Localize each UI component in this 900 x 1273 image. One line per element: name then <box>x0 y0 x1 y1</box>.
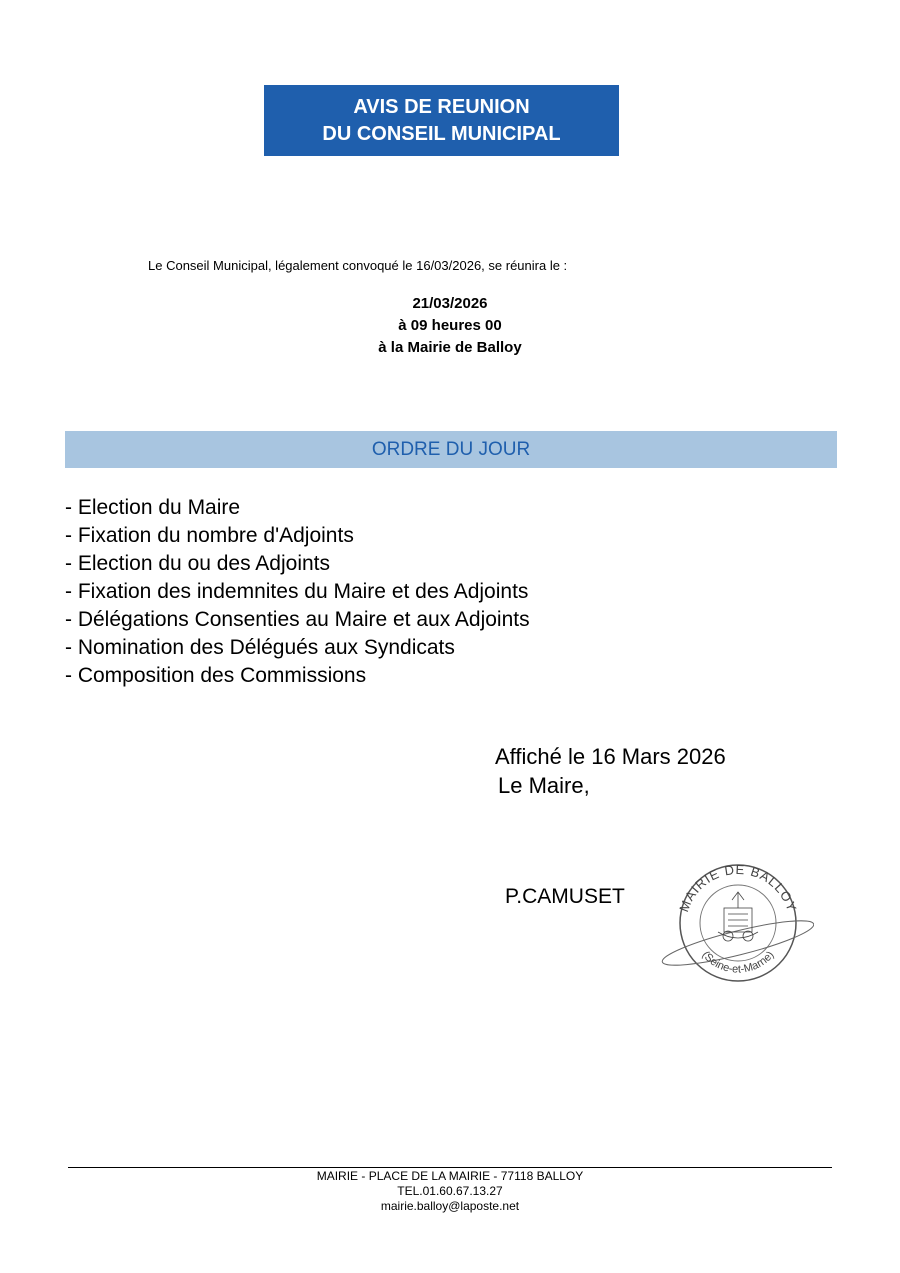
notice-title-line2: DU CONSEIL MUNICIPAL <box>322 122 561 145</box>
meeting-time: à 09 heures 00 <box>398 317 502 334</box>
footer-email: mairie.balloy@laposte.net <box>380 1199 520 1213</box>
meeting-date: 21/03/2026 <box>412 295 488 312</box>
footer-address: MAIRIE - PLACE DE LA MAIRIE - 77118 BALLOY <box>316 1169 584 1183</box>
agenda-item: - Composition des Commissions <box>65 664 367 687</box>
notice-title-line1: AVIS DE REUNION <box>353 95 530 118</box>
meeting-details <box>0 293 900 359</box>
svg-text:(Seine-et-Marne): (Seine-et-Marne) <box>699 949 777 976</box>
svg-text:MAIRIE DE BALLOY: MAIRIE DE BALLOY <box>676 861 800 914</box>
agenda-item: - Délégations Consenties au Maire et aux Adjoints <box>65 608 530 631</box>
agenda-list <box>65 494 530 690</box>
meeting-place: à la Mairie de Balloy <box>378 339 522 356</box>
agenda-item: - Election du ou des Adjoints <box>65 552 331 575</box>
agenda-item: - Fixation des indemnites du Maire et des Adjoints <box>65 580 529 603</box>
signatory-name: P.CAMUSET <box>505 885 625 908</box>
agenda-heading: ORDRE DU JOUR <box>65 431 837 468</box>
footer-phone: TEL.01.60.67.13.27 <box>397 1184 503 1198</box>
agenda-item: - Election du Maire <box>65 496 241 519</box>
notice-title-box <box>264 85 619 156</box>
town-hall-stamp <box>658 848 814 984</box>
posted-date: Affiché le 16 Mars 2026 <box>495 744 726 769</box>
mayor-role: Le Maire, <box>498 773 590 798</box>
convocation-text: Le Conseil Municipal, légalement convoqué le 16/03/2026, se réunira le : <box>148 258 568 273</box>
footer-divider <box>68 1167 832 1168</box>
footer <box>0 1169 900 1214</box>
agenda-item: - Nomination des Délégués aux Syndicats <box>65 636 455 659</box>
agenda-item: - Fixation du nombre d'Adjoints <box>65 524 354 547</box>
